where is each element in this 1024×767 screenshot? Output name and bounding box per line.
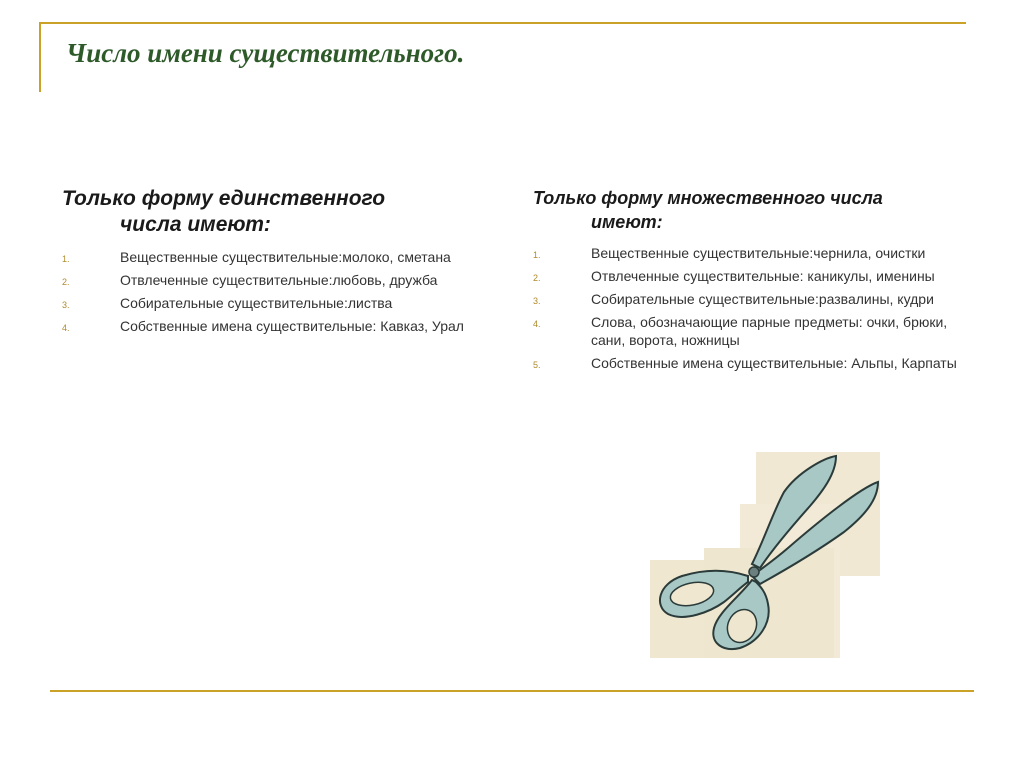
singular-heading-line2: числа имеют: <box>120 213 271 236</box>
list-item <box>533 290 963 308</box>
list-number: 2. <box>62 277 70 287</box>
list-item <box>62 248 512 266</box>
bottom-divider <box>50 690 974 692</box>
list-number: 5. <box>533 360 541 370</box>
list-text: Собственные имена существительные: Альпы, Карпаты <box>591 355 957 371</box>
list-item <box>533 267 963 285</box>
singular-column <box>62 186 512 340</box>
list-item <box>62 271 512 289</box>
list-number: 3. <box>533 296 541 306</box>
list-number: 1. <box>62 254 70 264</box>
list-number: 4. <box>62 323 70 333</box>
singular-list <box>62 248 512 335</box>
singular-heading <box>62 186 512 238</box>
list-text: Собственные имена существительные: Кавказ, Урал <box>120 318 464 334</box>
scissors-pivot <box>749 567 759 577</box>
plural-list <box>533 244 963 372</box>
scissors-illustration <box>648 452 882 660</box>
list-text: Вещественные существительные:молоко, сметана <box>120 249 451 265</box>
plural-heading-line2: имеют: <box>591 212 663 232</box>
list-item <box>62 317 512 335</box>
list-item <box>62 294 512 312</box>
plural-heading-line1: Только форму множественного числа <box>533 188 883 208</box>
scissors-icon <box>648 452 882 660</box>
list-number: 2. <box>533 273 541 283</box>
list-number: 3. <box>62 300 70 310</box>
singular-heading-line1: Только форму единственного <box>62 187 386 210</box>
list-text: Отвлеченные существительные:любовь, дружба <box>120 272 438 288</box>
list-text: Вещественные существительные:чернила, очистки <box>591 245 926 261</box>
list-text: Собирательные существительные:развалины, кудри <box>591 291 934 307</box>
plural-column <box>533 186 963 377</box>
list-number: 4. <box>533 319 541 329</box>
page-title: Число имени существительного. <box>66 38 465 68</box>
title-side-rule <box>39 22 41 92</box>
list-text: Собирательные существительные:листва <box>120 295 393 311</box>
top-divider <box>40 22 966 24</box>
list-text: Слова, обозначающие парные предметы: очки, брюки, сани, ворота, ножницы <box>591 314 948 348</box>
plural-heading <box>533 186 963 234</box>
list-item <box>533 244 963 262</box>
list-number: 1. <box>533 250 541 260</box>
list-item <box>533 354 963 372</box>
list-item <box>533 313 963 349</box>
list-text: Отвлеченные существительные: каникулы, именины <box>591 268 935 284</box>
